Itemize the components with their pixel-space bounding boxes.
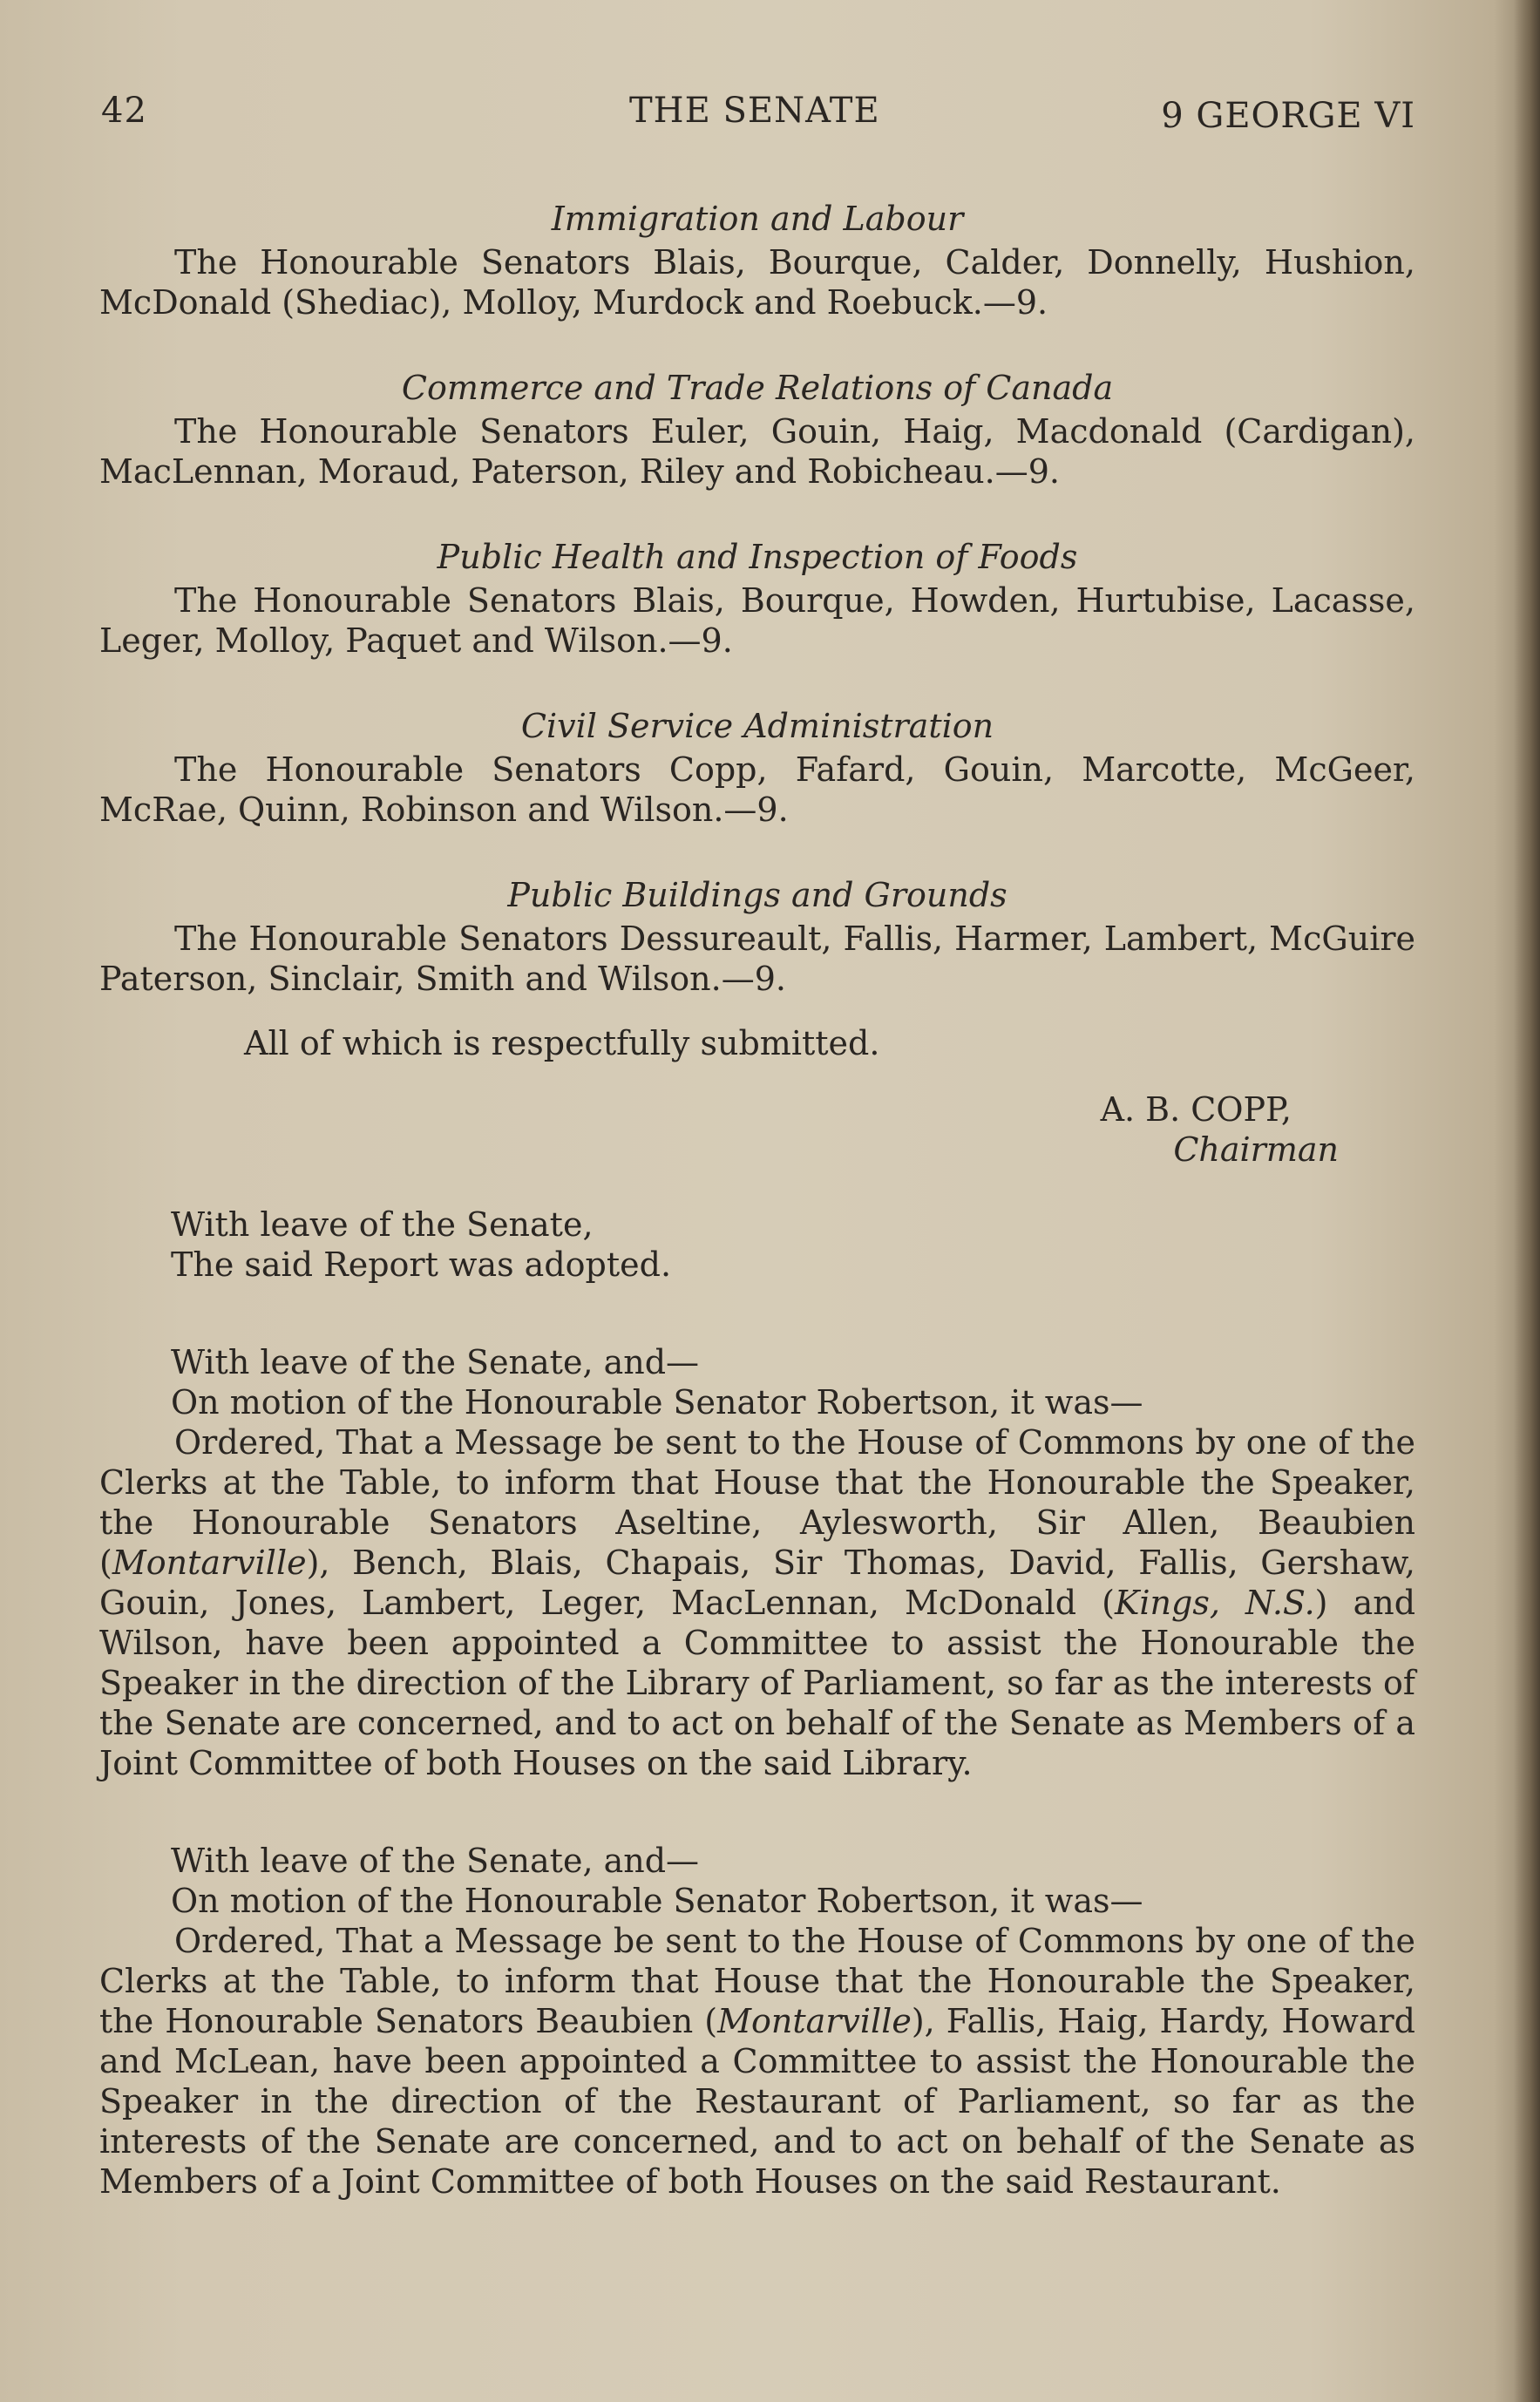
page-body: [99, 199, 1415, 2202]
committee-title: Immigration and Labour: [551, 200, 964, 238]
order-text: Ordered, That a Message be sent to the House of Commons by one of the Clerks at the Table, to inform that House that the Honourable the Speaker, the Honourable Senators Beaubien (: [99, 1922, 1415, 2040]
order-text: ), Fallis, Haig, Hardy, Howard and McLean, have been appointed a Committee to assist the Honourable the Speaker in the direction of the Restaurant of Parliament, so far as the interests of the Senate are concerned, and to act on behalf of the Senate as Members of a Joint Committee of both Houses on the said Restaurant.: [99, 2002, 1416, 2201]
committee-section: [99, 368, 1415, 492]
leave-line: With leave of the Senate,: [171, 1205, 594, 1244]
motion-line: On motion of the Honourable Senator Robertson, it was—: [171, 1882, 1143, 1920]
order-text-italic: Kings, N.S.: [1115, 1584, 1315, 1622]
order-text-italic: Montarville: [112, 1544, 307, 1582]
signature-role: Chairman: [1173, 1130, 1339, 1169]
committee-title: Public Health and Inspection of Foods: [437, 538, 1078, 576]
order-paragraph: [99, 1422, 1415, 1783]
committee-members: The Honourable Senators Dessureault, Fallis, Harmer, Lambert, McGuire Paterson, Sinclair, Smith and Wilson.—9.: [99, 919, 1415, 998]
committee-title: Commerce and Trade Relations of Canada: [401, 369, 1114, 407]
committee-title: Civil Service Administration: [520, 707, 994, 745]
committee-members: The Honourable Senators Blais, Bourque, Calder, Donnelly, Hushion, McDonald (Shediac), Molloy, Murdock and Roebuck.—9.: [99, 243, 1415, 322]
committee-members: The Honourable Senators Copp, Fafard, Gouin, Marcotte, McGeer, McRae, Quinn, Robinson and Wilson.—9.: [99, 750, 1415, 829]
adopted-line: The said Report was adopted.: [171, 1245, 672, 1284]
committee-members: The Honourable Senators Blais, Bourque, Howden, Hurtubise, Lacasse, Leger, Molloy, Paquet and Wilson.—9.: [99, 581, 1415, 660]
running-title: THE SENATE: [629, 91, 880, 131]
committee-section: [99, 706, 1415, 830]
order-text-italic: Montarville: [717, 2002, 912, 2040]
committee-members: The Honourable Senators Euler, Gouin, Haig, Macdonald (Cardigan), MacLennan, Moraud, Paterson, Riley and Robicheau.—9.: [99, 412, 1415, 491]
order-paragraph: [99, 1921, 1415, 2202]
closing-statement: All of which is respectfully submitted.: [244, 1024, 880, 1062]
committee-title: Public Buildings and Grounds: [507, 876, 1007, 914]
leave-line: With leave of the Senate, and—: [171, 1343, 700, 1381]
committee-section: [99, 875, 1415, 999]
signature-name: A. B. COPP,: [1100, 1090, 1292, 1129]
page-edge-shadow: [1514, 0, 1540, 2402]
committee-section: [99, 537, 1415, 661]
order-text: Ordered, That a Message be sent to the House of Commons by one of the Clerks at the Table, to inform that House that the Honourable the Speaker, the Honourable Senators Aseltine, Aylesworth, Sir Allen, Beaubien (: [99, 1423, 1415, 1582]
page-header: [101, 91, 1415, 143]
session-label: 9 GEORGE VI: [1161, 96, 1415, 136]
committee-section: [99, 199, 1415, 322]
leave-line: With leave of the Senate, and—: [171, 1842, 700, 1880]
page-number: 42: [101, 91, 147, 131]
motion-line: On motion of the Honourable Senator Robertson, it was—: [171, 1383, 1143, 1422]
order-text: ) and Wilson, have been appointed a Committee to assist the Honourable the Speaker in the direction of the Library of Parliament, so far as the interests of the Senate are concerned, and to act on behalf of the Senate as Members of a Joint Committee of both Houses on the said Library.: [99, 1584, 1416, 1782]
order-text: ), Bench, Blais, Chapais, Sir Thomas, David, Fallis, Gershaw, Gouin, Jones, Lambert, Leger, MacLennan, McDonald (: [99, 1544, 1415, 1622]
